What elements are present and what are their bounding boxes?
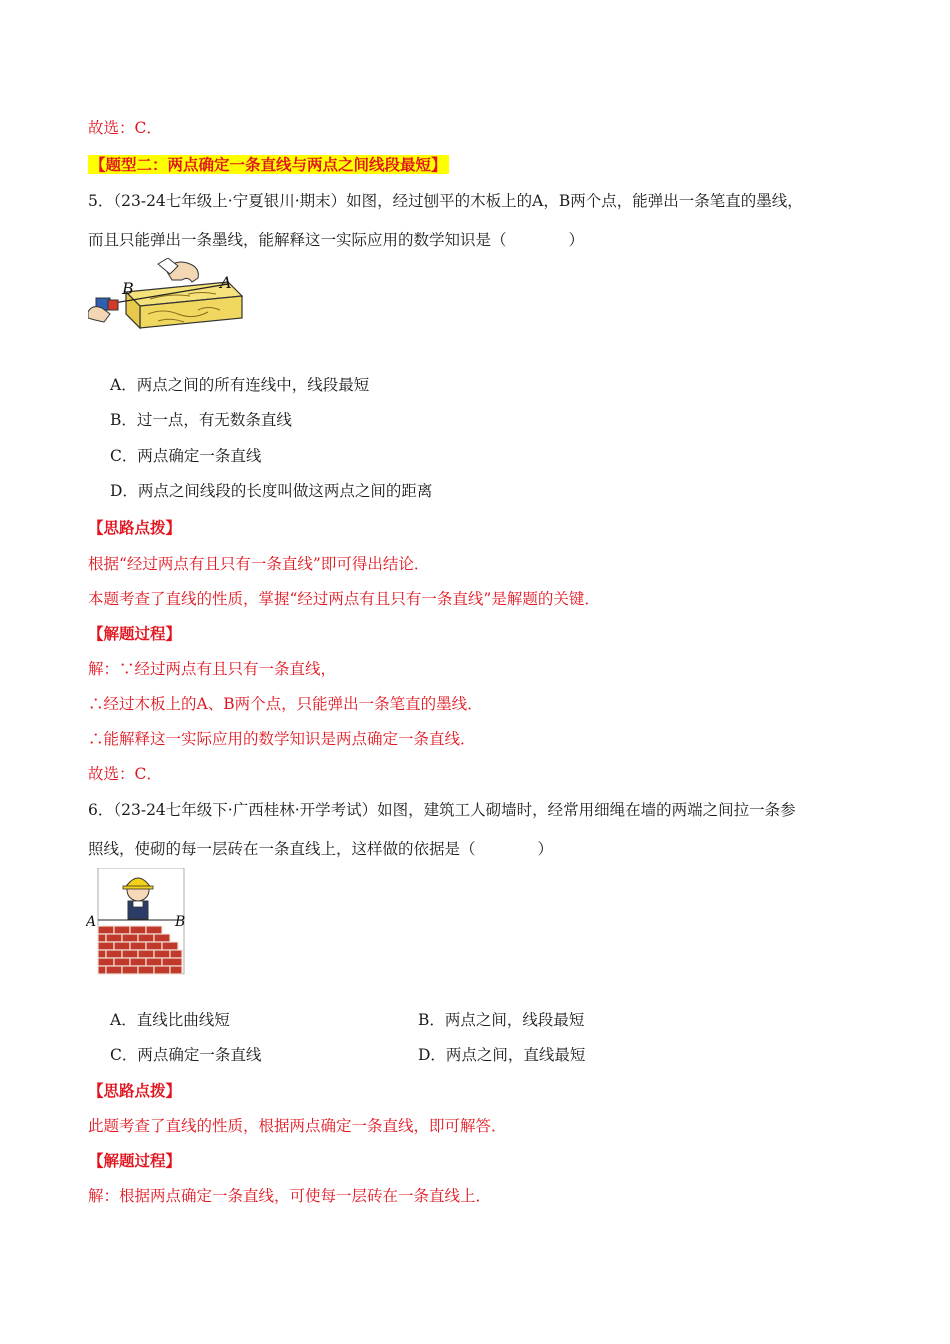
q5-hint-title: 【思路点拨】	[88, 518, 182, 537]
label-b: B	[175, 914, 186, 930]
q5-wood-figure	[88, 258, 248, 330]
label-a: A	[220, 273, 232, 292]
q6-option-d: D．两点之间，直线最短	[418, 1046, 586, 1064]
ink-box-red	[108, 300, 118, 310]
q6-option-c: C．两点确定一条直线	[110, 1046, 262, 1064]
label-a: A	[86, 914, 97, 930]
q6-stem-line1: 6．（23-24七年级下·广西桂林·开学考试）如图，建筑工人砌墙时，经常用细绳在墙的两端之间拉一条参	[88, 801, 796, 819]
q6-solution-line1: 解：根据两点确定一条直线，可使每一层砖在一条直线上．	[88, 1187, 492, 1205]
q5-solution-line2: ∴经过木板上的A、B两个点，只能弹出一条笔直的墨线．	[88, 695, 483, 713]
q5-solution-title: 【解题过程】	[88, 624, 182, 643]
section-title-text: 【题型二：两点确定一条直线与两点之间线段最短】	[90, 155, 447, 174]
q6-option-b: B．两点之间，线段最短	[418, 1011, 585, 1029]
helmet-brim	[123, 886, 153, 889]
label-b: B	[122, 279, 134, 298]
q5-hint-line1: 根据“经过两点有且只有一条直线”即可得出结论．	[88, 555, 430, 573]
q5-option-a: A．两点之间的所有连线中，线段最短	[110, 376, 370, 394]
q5-solution-line4: 故选：C．	[88, 765, 162, 783]
q5-stem-line2: 而且只能弹出一条墨线，能解释这一实际应用的数学知识是（ ）	[88, 231, 585, 249]
brick-wall	[98, 926, 182, 974]
q6-hint-title: 【思路点拨】	[88, 1081, 182, 1100]
q5-option-d: D．两点之间线段的长度叫做这两点之间的距离	[110, 482, 433, 500]
section-title	[88, 155, 449, 175]
worker-shirt	[133, 901, 143, 907]
q5-solution-line1: 解：∵经过两点有且只有一条直线，	[88, 660, 337, 678]
q6-hint-line1: 此题考查了直线的性质，根据两点确定一条直线，即可解答．	[88, 1117, 507, 1135]
q6-solution-title: 【解题过程】	[88, 1151, 182, 1170]
q5-solution-line3: ∴能解释这一实际应用的数学知识是两点确定一条直线．	[88, 730, 476, 748]
prev-answer: 故选：C．	[88, 119, 162, 137]
q5-hint-line2: 本题考查了直线的性质，掌握“经过两点有且只有一条直线”是解题的关键．	[88, 590, 600, 608]
q6-stem-line2: 照线，使砌的每一层砖在一条直线上，这样做的依据是（ ）	[88, 840, 554, 858]
q6-brick-wall-figure	[86, 868, 188, 976]
q5-stem-line1: 5．（23-24七年级上·宁夏银川·期末）如图，经过刨平的木板上的A，B两个点，能弹出一条笔直的墨线，	[88, 192, 803, 210]
q5-option-b: B．过一点，有无数条直线	[110, 411, 292, 429]
q5-option-c: C．两点确定一条直线	[110, 447, 262, 465]
q6-option-a: A．直线比曲线短	[110, 1011, 230, 1029]
